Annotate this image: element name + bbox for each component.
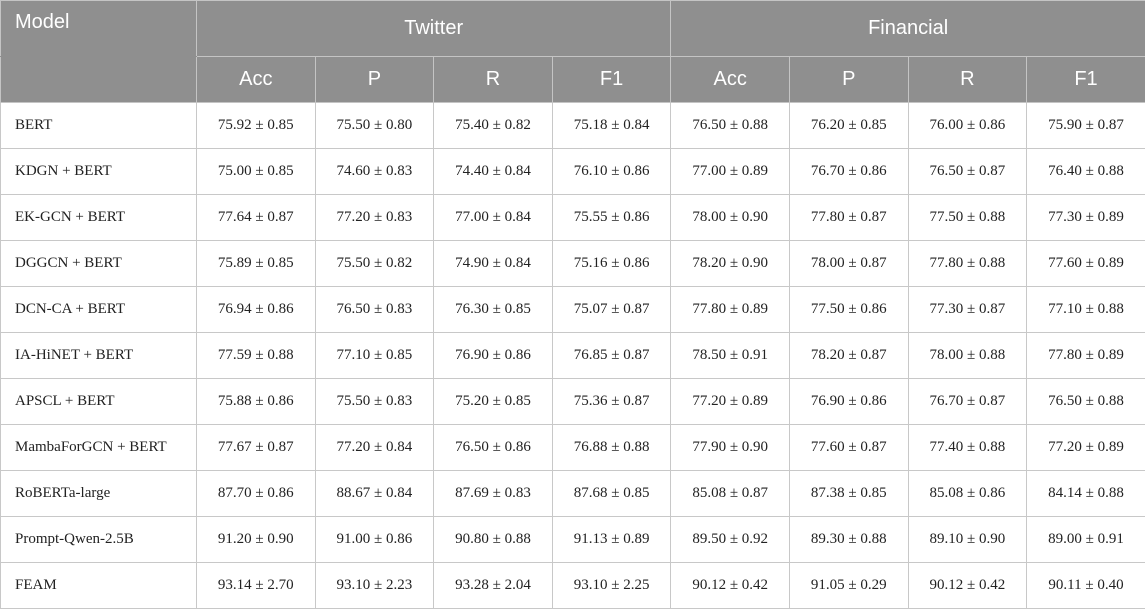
table-row [1, 241, 1145, 287]
metric-value-cell: 75.40 ± 0.82 [434, 103, 553, 149]
model-name-cell: DCN-CA + BERT [1, 287, 197, 333]
metric-header: R [434, 57, 553, 103]
metric-value-cell: 75.88 ± 0.86 [197, 379, 316, 425]
metric-value-cell: 75.92 ± 0.85 [197, 103, 316, 149]
metric-value-cell: 75.18 ± 0.84 [552, 103, 671, 149]
metric-value-cell: 76.10 ± 0.86 [552, 149, 671, 195]
metric-value-cell: 90.11 ± 0.40 [1027, 563, 1145, 609]
metric-value-cell: 78.00 ± 0.87 [790, 241, 909, 287]
metric-value-cell: 77.50 ± 0.86 [790, 287, 909, 333]
metric-value-cell: 85.08 ± 0.87 [671, 471, 790, 517]
header-row-metrics [1, 57, 1145, 103]
metric-value-cell: 90.80 ± 0.88 [434, 517, 553, 563]
metric-value-cell: 77.00 ± 0.89 [671, 149, 790, 195]
model-name-cell: IA-HiNET + BERT [1, 333, 197, 379]
table-header [1, 1, 1145, 103]
metric-value-cell: 75.50 ± 0.82 [315, 241, 434, 287]
header-row-groups [1, 1, 1145, 57]
metric-value-cell: 77.59 ± 0.88 [197, 333, 316, 379]
metric-value-cell: 89.50 ± 0.92 [671, 517, 790, 563]
metric-value-cell: 76.94 ± 0.86 [197, 287, 316, 333]
metric-value-cell: 78.00 ± 0.88 [908, 333, 1027, 379]
table-row [1, 195, 1145, 241]
metric-value-cell: 77.40 ± 0.88 [908, 425, 1027, 471]
metric-value-cell: 87.70 ± 0.86 [197, 471, 316, 517]
metric-value-cell: 77.90 ± 0.90 [671, 425, 790, 471]
metric-value-cell: 78.20 ± 0.87 [790, 333, 909, 379]
metric-value-cell: 87.69 ± 0.83 [434, 471, 553, 517]
metric-value-cell: 76.30 ± 0.85 [434, 287, 553, 333]
metric-value-cell: 90.12 ± 0.42 [908, 563, 1027, 609]
metric-value-cell: 75.20 ± 0.85 [434, 379, 553, 425]
metric-value-cell: 88.67 ± 0.84 [315, 471, 434, 517]
table-row [1, 517, 1145, 563]
metric-value-cell: 77.20 ± 0.83 [315, 195, 434, 241]
model-name-cell: EK-GCN + BERT [1, 195, 197, 241]
metric-value-cell: 91.20 ± 0.90 [197, 517, 316, 563]
model-column-header: Model [1, 1, 197, 57]
model-name-cell: MambaForGCN + BERT [1, 425, 197, 471]
metric-value-cell: 89.00 ± 0.91 [1027, 517, 1145, 563]
metric-value-cell: 78.50 ± 0.91 [671, 333, 790, 379]
model-name-cell: RoBERTa-large [1, 471, 197, 517]
group-header-twitter: Twitter [197, 1, 671, 57]
metric-value-cell: 77.30 ± 0.87 [908, 287, 1027, 333]
metric-header: Acc [671, 57, 790, 103]
metric-value-cell: 74.60 ± 0.83 [315, 149, 434, 195]
metric-value-cell: 75.50 ± 0.83 [315, 379, 434, 425]
metric-value-cell: 75.50 ± 0.80 [315, 103, 434, 149]
metric-value-cell: 77.20 ± 0.84 [315, 425, 434, 471]
metric-value-cell: 76.90 ± 0.86 [434, 333, 553, 379]
metric-value-cell: 91.13 ± 0.89 [552, 517, 671, 563]
model-column-header-spacer [1, 57, 197, 103]
metric-value-cell: 85.08 ± 0.86 [908, 471, 1027, 517]
metric-value-cell: 93.28 ± 2.04 [434, 563, 553, 609]
metric-value-cell: 77.67 ± 0.87 [197, 425, 316, 471]
metric-header: R [908, 57, 1027, 103]
metric-value-cell: 91.05 ± 0.29 [790, 563, 909, 609]
metric-value-cell: 87.68 ± 0.85 [552, 471, 671, 517]
table-row [1, 287, 1145, 333]
table-row [1, 425, 1145, 471]
table-row [1, 333, 1145, 379]
metric-value-cell: 89.30 ± 0.88 [790, 517, 909, 563]
table-row [1, 471, 1145, 517]
metric-header: F1 [1027, 57, 1145, 103]
metric-value-cell: 77.80 ± 0.88 [908, 241, 1027, 287]
model-name-cell: KDGN + BERT [1, 149, 197, 195]
table-body [1, 103, 1145, 609]
table-row [1, 563, 1145, 609]
metric-header: P [790, 57, 909, 103]
metric-value-cell: 75.55 ± 0.86 [552, 195, 671, 241]
metric-value-cell: 78.00 ± 0.90 [671, 195, 790, 241]
metric-value-cell: 76.50 ± 0.87 [908, 149, 1027, 195]
metric-value-cell: 76.50 ± 0.86 [434, 425, 553, 471]
metric-value-cell: 77.80 ± 0.89 [1027, 333, 1145, 379]
metric-value-cell: 87.38 ± 0.85 [790, 471, 909, 517]
metric-header: Acc [197, 57, 316, 103]
model-name-cell: FEAM [1, 563, 197, 609]
metric-value-cell: 91.00 ± 0.86 [315, 517, 434, 563]
metric-value-cell: 75.90 ± 0.87 [1027, 103, 1145, 149]
metric-value-cell: 89.10 ± 0.90 [908, 517, 1027, 563]
metric-value-cell: 93.14 ± 2.70 [197, 563, 316, 609]
metric-value-cell: 77.60 ± 0.87 [790, 425, 909, 471]
metric-value-cell: 76.70 ± 0.86 [790, 149, 909, 195]
model-name-cell: DGGCN + BERT [1, 241, 197, 287]
metric-value-cell: 77.10 ± 0.85 [315, 333, 434, 379]
metric-value-cell: 76.50 ± 0.88 [1027, 379, 1145, 425]
metric-value-cell: 74.90 ± 0.84 [434, 241, 553, 287]
metric-value-cell: 75.89 ± 0.85 [197, 241, 316, 287]
group-header-financial: Financial [671, 1, 1145, 57]
metric-value-cell: 77.60 ± 0.89 [1027, 241, 1145, 287]
metric-value-cell: 76.20 ± 0.85 [790, 103, 909, 149]
metric-value-cell: 77.30 ± 0.89 [1027, 195, 1145, 241]
metric-value-cell: 77.10 ± 0.88 [1027, 287, 1145, 333]
metric-value-cell: 90.12 ± 0.42 [671, 563, 790, 609]
metric-value-cell: 77.20 ± 0.89 [1027, 425, 1145, 471]
metric-value-cell: 75.00 ± 0.85 [197, 149, 316, 195]
model-name-cell: APSCL + BERT [1, 379, 197, 425]
metric-value-cell: 74.40 ± 0.84 [434, 149, 553, 195]
metric-value-cell: 75.16 ± 0.86 [552, 241, 671, 287]
metric-value-cell: 76.00 ± 0.86 [908, 103, 1027, 149]
metric-value-cell: 77.80 ± 0.87 [790, 195, 909, 241]
metric-value-cell: 76.50 ± 0.83 [315, 287, 434, 333]
metric-value-cell: 76.40 ± 0.88 [1027, 149, 1145, 195]
metric-value-cell: 76.88 ± 0.88 [552, 425, 671, 471]
metric-value-cell: 78.20 ± 0.90 [671, 241, 790, 287]
metric-value-cell: 76.70 ± 0.87 [908, 379, 1027, 425]
metric-value-cell: 77.00 ± 0.84 [434, 195, 553, 241]
metric-value-cell: 77.20 ± 0.89 [671, 379, 790, 425]
metric-value-cell: 76.85 ± 0.87 [552, 333, 671, 379]
metric-value-cell: 93.10 ± 2.25 [552, 563, 671, 609]
metric-value-cell: 75.07 ± 0.87 [552, 287, 671, 333]
metric-header: F1 [552, 57, 671, 103]
metric-value-cell: 76.50 ± 0.88 [671, 103, 790, 149]
table-row [1, 379, 1145, 425]
metric-value-cell: 75.36 ± 0.87 [552, 379, 671, 425]
metric-value-cell: 84.14 ± 0.88 [1027, 471, 1145, 517]
model-name-cell: Prompt-Qwen-2.5B [1, 517, 197, 563]
metric-value-cell: 93.10 ± 2.23 [315, 563, 434, 609]
metric-value-cell: 77.64 ± 0.87 [197, 195, 316, 241]
metric-value-cell: 77.80 ± 0.89 [671, 287, 790, 333]
metric-header: P [315, 57, 434, 103]
metric-value-cell: 77.50 ± 0.88 [908, 195, 1027, 241]
table-row [1, 103, 1145, 149]
table-row [1, 149, 1145, 195]
model-name-cell: BERT [1, 103, 197, 149]
metric-value-cell: 76.90 ± 0.86 [790, 379, 909, 425]
